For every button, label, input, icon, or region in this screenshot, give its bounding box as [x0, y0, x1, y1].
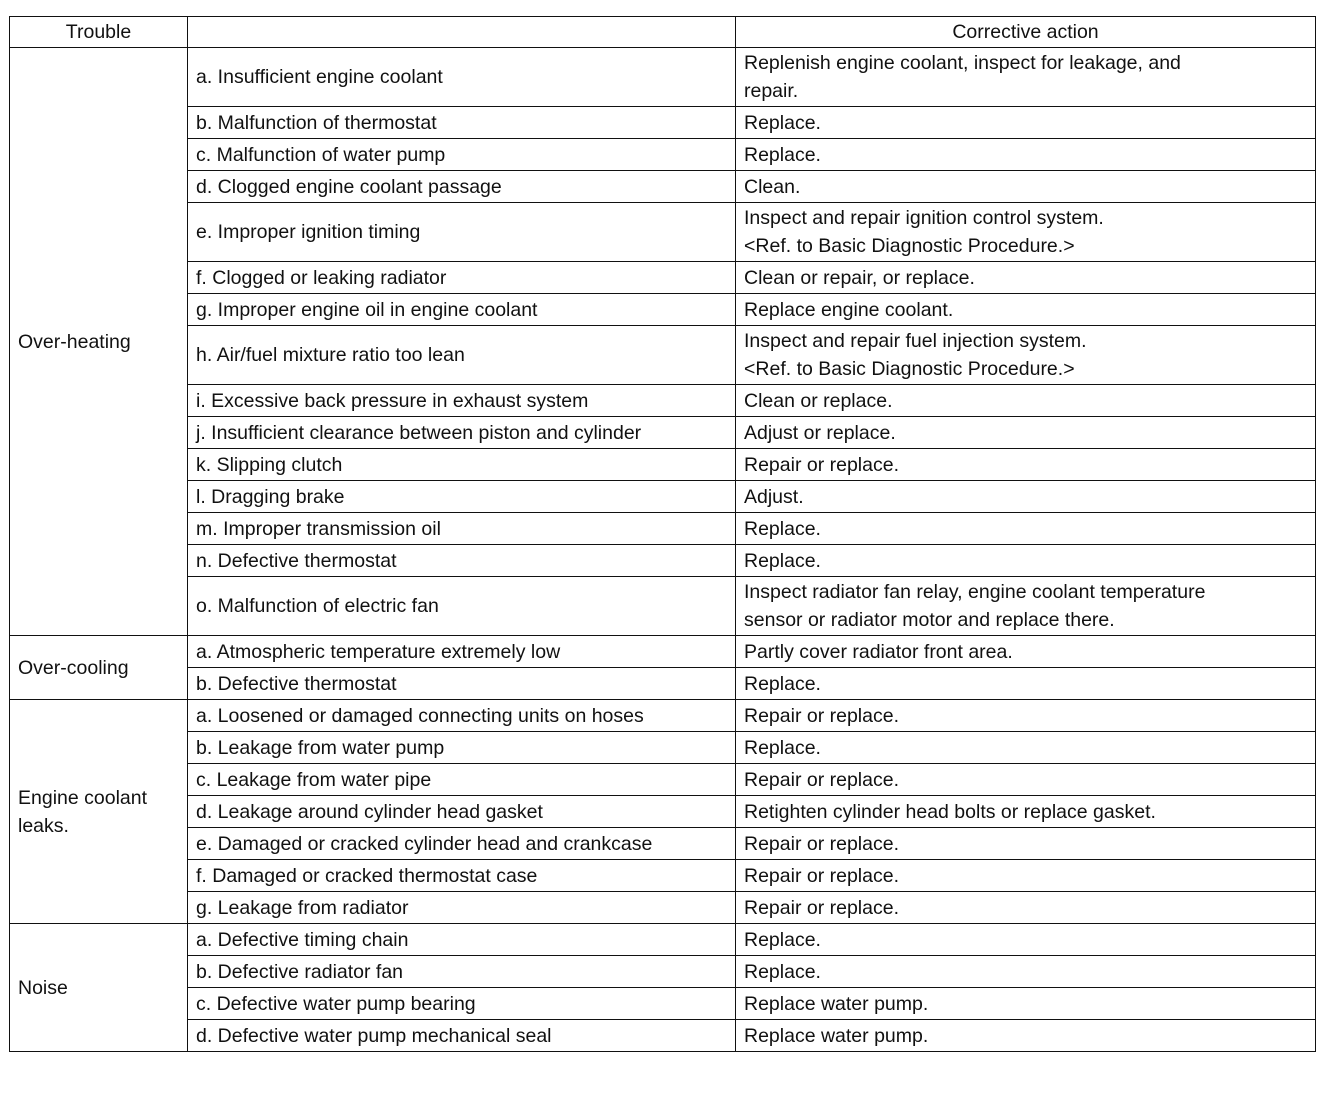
table-row [10, 764, 1316, 796]
table-row [10, 326, 1316, 385]
corrective-action-cell [736, 449, 1316, 481]
cause-cell: c. Defective water pump bearing [188, 988, 736, 1020]
table-row [10, 828, 1316, 860]
corrective-action-line: Clean or repair, or replace. [744, 266, 975, 289]
corrective-action-line: Inspect radiator fan relay, engine coolant temperature [744, 581, 1206, 603]
corrective-action-line: repair. [744, 80, 799, 102]
corrective-action-cell [736, 700, 1316, 732]
table-row [10, 956, 1316, 988]
cause-cell: c. Malfunction of water pump [188, 139, 736, 171]
cause-cell: n. Defective thermostat [188, 545, 736, 577]
table-row [10, 892, 1316, 924]
corrective-action-cell [736, 294, 1316, 326]
header-trouble: Trouble [10, 17, 188, 48]
corrective-action-line: sensor or radiator motor and replace there. [744, 609, 1115, 631]
table-row [10, 924, 1316, 956]
table-row [10, 171, 1316, 203]
corrective-action-line: Replace. [744, 928, 821, 951]
table-row [10, 1020, 1316, 1052]
table-row [10, 48, 1316, 107]
corrective-action-line: Replace. [744, 672, 821, 695]
trouble-group-label: Noise [10, 924, 188, 1052]
table-row [10, 294, 1316, 326]
corrective-action-line: Clean or replace. [744, 389, 893, 412]
cause-cell: l. Dragging brake [188, 481, 736, 513]
corrective-action-cell [736, 545, 1316, 577]
corrective-action-cell [736, 326, 1316, 385]
table-row [10, 139, 1316, 171]
cause-cell: b. Defective thermostat [188, 668, 736, 700]
corrective-action-cell [736, 956, 1316, 988]
table-row [10, 385, 1316, 417]
cause-cell: c. Leakage from water pipe [188, 764, 736, 796]
corrective-action-line: <Ref. to Basic Diagnostic Procedure.> [744, 358, 1075, 380]
corrective-action-line: Replenish engine coolant, inspect for leakage, and [744, 52, 1181, 74]
corrective-action-line: Replace engine coolant. [744, 298, 954, 321]
cause-cell: e. Damaged or cracked cylinder head and crankcase [188, 828, 736, 860]
cause-cell: i. Excessive back pressure in exhaust system [188, 385, 736, 417]
corrective-action-cell [736, 988, 1316, 1020]
cause-cell: a. Atmospheric temperature extremely low [188, 636, 736, 668]
table-row [10, 577, 1316, 636]
cause-cell: a. Defective timing chain [188, 924, 736, 956]
corrective-action-cell [736, 48, 1316, 107]
corrective-action-line: Adjust or replace. [744, 421, 896, 444]
cause-cell: j. Insufficient clearance between piston and cylinder [188, 417, 736, 449]
corrective-action-cell [736, 513, 1316, 545]
table-row [10, 796, 1316, 828]
corrective-action-cell [736, 139, 1316, 171]
corrective-action-cell [736, 385, 1316, 417]
table-row [10, 545, 1316, 577]
table-row [10, 988, 1316, 1020]
trouble-group-label: Over-cooling [10, 636, 188, 700]
cause-cell: k. Slipping clutch [188, 449, 736, 481]
table-row [10, 636, 1316, 668]
corrective-action-cell [736, 107, 1316, 139]
table-row [10, 700, 1316, 732]
cause-cell: g. Improper engine oil in engine coolant [188, 294, 736, 326]
corrective-action-line: Clean. [744, 175, 801, 198]
cause-cell: a. Insufficient engine coolant [188, 48, 736, 107]
cause-cell: o. Malfunction of electric fan [188, 577, 736, 636]
corrective-action-line: Inspect and repair fuel injection system. [744, 330, 1087, 352]
table-row [10, 449, 1316, 481]
corrective-action-line: Replace. [744, 143, 821, 166]
corrective-action-cell [736, 577, 1316, 636]
table-header [10, 17, 1316, 48]
cause-cell: d. Clogged engine coolant passage [188, 171, 736, 203]
header-row [10, 17, 1316, 48]
corrective-action-line: Repair or replace. [744, 704, 899, 727]
cause-cell: m. Improper transmission oil [188, 513, 736, 545]
corrective-action-cell [736, 481, 1316, 513]
corrective-action-line: Replace water pump. [744, 992, 929, 1015]
table-row [10, 860, 1316, 892]
corrective-action-cell [736, 924, 1316, 956]
cause-cell: b. Defective radiator fan [188, 956, 736, 988]
corrective-action-line: Repair or replace. [744, 896, 899, 919]
corrective-action-cell [736, 417, 1316, 449]
table-row [10, 417, 1316, 449]
corrective-action-cell [736, 796, 1316, 828]
cause-cell: e. Improper ignition timing [188, 203, 736, 262]
corrective-action-cell [736, 262, 1316, 294]
cause-cell: a. Loosened or damaged connecting units on hoses [188, 700, 736, 732]
troubleshooting-table [9, 16, 1316, 1052]
corrective-action-cell [736, 203, 1316, 262]
table-row [10, 107, 1316, 139]
corrective-action-line: Adjust. [744, 485, 804, 508]
corrective-action-cell [736, 892, 1316, 924]
cause-cell: h. Air/fuel mixture ratio too lean [188, 326, 736, 385]
corrective-action-line: Retighten cylinder head bolts or replace gasket. [744, 800, 1156, 823]
header-corrective-action: Corrective action [736, 17, 1316, 48]
trouble-group-label: Engine coolant leaks. [10, 700, 188, 924]
corrective-action-cell [736, 171, 1316, 203]
table-row [10, 262, 1316, 294]
corrective-action-line: Partly cover radiator front area. [744, 640, 1013, 663]
cause-cell: g. Leakage from radiator [188, 892, 736, 924]
corrective-action-line: Repair or replace. [744, 832, 899, 855]
table-row [10, 203, 1316, 262]
corrective-action-cell [736, 732, 1316, 764]
header-cause [188, 17, 736, 48]
cause-cell: b. Leakage from water pump [188, 732, 736, 764]
corrective-action-line: Repair or replace. [744, 864, 899, 887]
corrective-action-line: <Ref. to Basic Diagnostic Procedure.> [744, 235, 1075, 257]
table-body [10, 48, 1316, 1052]
corrective-action-cell [736, 1020, 1316, 1052]
corrective-action-cell [736, 764, 1316, 796]
corrective-action-line: Repair or replace. [744, 768, 899, 791]
corrective-action-cell [736, 860, 1316, 892]
corrective-action-line: Replace. [744, 736, 821, 759]
cause-cell: b. Malfunction of thermostat [188, 107, 736, 139]
corrective-action-line: Replace. [744, 960, 821, 983]
corrective-action-line: Replace water pump. [744, 1024, 929, 1047]
corrective-action-cell [736, 828, 1316, 860]
corrective-action-line: Replace. [744, 517, 821, 540]
table-row [10, 513, 1316, 545]
corrective-action-line: Inspect and repair ignition control system. [744, 207, 1104, 229]
table-row [10, 481, 1316, 513]
table-row [10, 668, 1316, 700]
trouble-group-label: Over-heating [10, 48, 188, 636]
corrective-action-line: Replace. [744, 549, 821, 572]
corrective-action-line: Replace. [744, 111, 821, 134]
cause-cell: d. Defective water pump mechanical seal [188, 1020, 736, 1052]
cause-cell: f. Clogged or leaking radiator [188, 262, 736, 294]
corrective-action-cell [736, 636, 1316, 668]
table-row [10, 732, 1316, 764]
cause-cell: d. Leakage around cylinder head gasket [188, 796, 736, 828]
corrective-action-line: Repair or replace. [744, 453, 899, 476]
cause-cell: f. Damaged or cracked thermostat case [188, 860, 736, 892]
corrective-action-cell [736, 668, 1316, 700]
